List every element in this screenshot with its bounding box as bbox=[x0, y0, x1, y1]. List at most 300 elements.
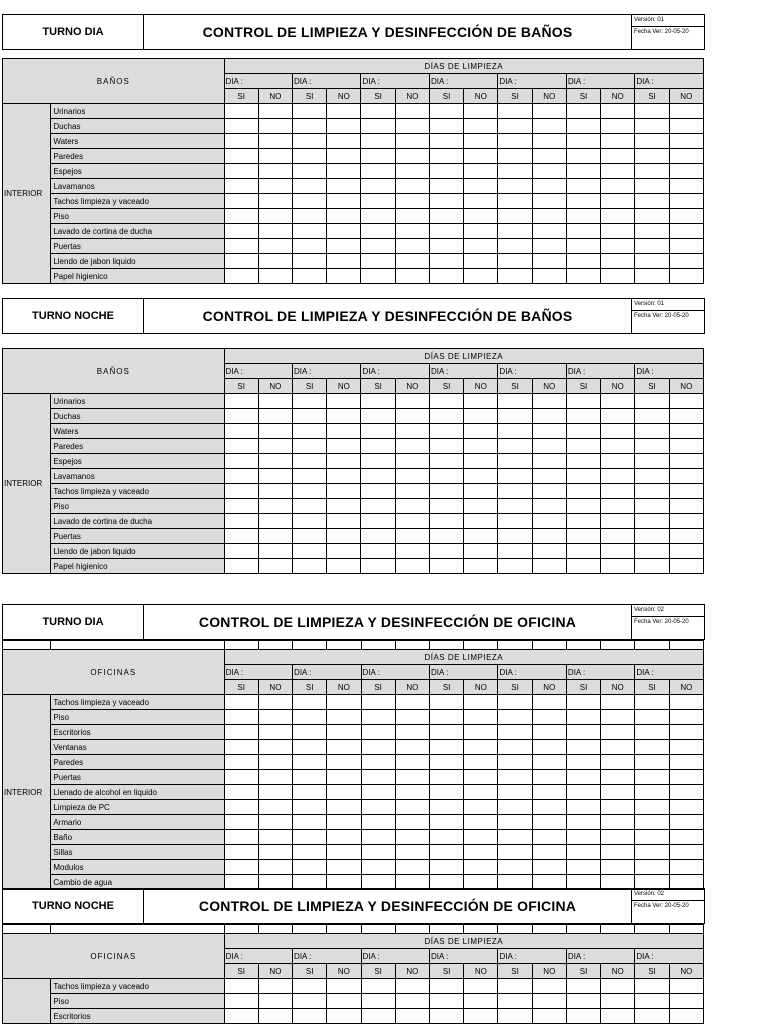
no-checkbox-cell[interactable] bbox=[395, 725, 429, 740]
si-checkbox-cell[interactable] bbox=[635, 815, 669, 830]
no-checkbox-cell[interactable] bbox=[464, 269, 498, 284]
si-checkbox-cell[interactable] bbox=[361, 695, 395, 710]
no-checkbox-cell[interactable] bbox=[669, 544, 703, 559]
si-checkbox-cell[interactable] bbox=[635, 770, 669, 785]
si-checkbox-cell[interactable] bbox=[361, 194, 395, 209]
si-checkbox-cell[interactable] bbox=[224, 484, 258, 499]
si-checkbox-cell[interactable] bbox=[498, 529, 532, 544]
no-checkbox-cell[interactable] bbox=[532, 134, 566, 149]
no-checkbox-cell[interactable] bbox=[532, 755, 566, 770]
no-checkbox-cell[interactable] bbox=[464, 785, 498, 800]
si-checkbox-cell[interactable] bbox=[429, 800, 463, 815]
blank-cell[interactable] bbox=[532, 925, 566, 934]
no-checkbox-cell[interactable] bbox=[669, 134, 703, 149]
si-checkbox-cell[interactable] bbox=[224, 224, 258, 239]
si-checkbox-cell[interactable] bbox=[224, 424, 258, 439]
no-checkbox-cell[interactable] bbox=[395, 740, 429, 755]
si-checkbox-cell[interactable] bbox=[635, 269, 669, 284]
no-checkbox-cell[interactable] bbox=[464, 439, 498, 454]
no-checkbox-cell[interactable] bbox=[532, 559, 566, 574]
si-checkbox-cell[interactable] bbox=[361, 179, 395, 194]
si-checkbox-cell[interactable] bbox=[566, 224, 600, 239]
no-checkbox-cell[interactable] bbox=[464, 544, 498, 559]
si-checkbox-cell[interactable] bbox=[635, 860, 669, 875]
si-checkbox-cell[interactable] bbox=[566, 710, 600, 725]
si-checkbox-cell[interactable] bbox=[429, 695, 463, 710]
blank-cell[interactable] bbox=[669, 925, 703, 934]
no-checkbox-cell[interactable] bbox=[601, 454, 635, 469]
si-checkbox-cell[interactable] bbox=[635, 134, 669, 149]
no-checkbox-cell[interactable] bbox=[464, 424, 498, 439]
no-checkbox-cell[interactable] bbox=[669, 164, 703, 179]
no-checkbox-cell[interactable] bbox=[327, 254, 361, 269]
si-checkbox-cell[interactable] bbox=[293, 544, 327, 559]
si-checkbox-cell[interactable] bbox=[224, 254, 258, 269]
no-checkbox-cell[interactable] bbox=[258, 394, 292, 409]
si-checkbox-cell[interactable] bbox=[566, 254, 600, 269]
no-checkbox-cell[interactable] bbox=[669, 254, 703, 269]
no-checkbox-cell[interactable] bbox=[464, 254, 498, 269]
no-checkbox-cell[interactable] bbox=[395, 544, 429, 559]
no-checkbox-cell[interactable] bbox=[669, 224, 703, 239]
no-checkbox-cell[interactable] bbox=[601, 994, 635, 1009]
si-checkbox-cell[interactable] bbox=[224, 1009, 258, 1024]
si-checkbox-cell[interactable] bbox=[293, 224, 327, 239]
no-checkbox-cell[interactable] bbox=[464, 845, 498, 860]
si-checkbox-cell[interactable] bbox=[361, 725, 395, 740]
si-checkbox-cell[interactable] bbox=[429, 239, 463, 254]
si-checkbox-cell[interactable] bbox=[293, 119, 327, 134]
si-checkbox-cell[interactable] bbox=[361, 454, 395, 469]
si-checkbox-cell[interactable] bbox=[361, 409, 395, 424]
no-checkbox-cell[interactable] bbox=[669, 800, 703, 815]
blank-cell[interactable] bbox=[601, 925, 635, 934]
no-checkbox-cell[interactable] bbox=[601, 254, 635, 269]
si-checkbox-cell[interactable] bbox=[566, 194, 600, 209]
no-checkbox-cell[interactable] bbox=[258, 725, 292, 740]
si-checkbox-cell[interactable] bbox=[566, 770, 600, 785]
no-checkbox-cell[interactable] bbox=[258, 710, 292, 725]
si-checkbox-cell[interactable] bbox=[429, 1009, 463, 1024]
day-field[interactable]: DIA : bbox=[361, 74, 429, 89]
no-checkbox-cell[interactable] bbox=[601, 194, 635, 209]
si-checkbox-cell[interactable] bbox=[566, 439, 600, 454]
si-checkbox-cell[interactable] bbox=[224, 134, 258, 149]
no-checkbox-cell[interactable] bbox=[395, 119, 429, 134]
no-checkbox-cell[interactable] bbox=[669, 194, 703, 209]
si-checkbox-cell[interactable] bbox=[293, 770, 327, 785]
si-checkbox-cell[interactable] bbox=[429, 194, 463, 209]
si-checkbox-cell[interactable] bbox=[635, 559, 669, 574]
no-checkbox-cell[interactable] bbox=[258, 239, 292, 254]
no-checkbox-cell[interactable] bbox=[532, 439, 566, 454]
si-checkbox-cell[interactable] bbox=[429, 860, 463, 875]
no-checkbox-cell[interactable] bbox=[258, 755, 292, 770]
no-checkbox-cell[interactable] bbox=[395, 499, 429, 514]
no-checkbox-cell[interactable] bbox=[327, 815, 361, 830]
si-checkbox-cell[interactable] bbox=[498, 514, 532, 529]
no-checkbox-cell[interactable] bbox=[532, 770, 566, 785]
si-checkbox-cell[interactable] bbox=[498, 710, 532, 725]
si-checkbox-cell[interactable] bbox=[361, 224, 395, 239]
blank-cell[interactable] bbox=[258, 641, 292, 650]
no-checkbox-cell[interactable] bbox=[669, 499, 703, 514]
si-checkbox-cell[interactable] bbox=[635, 845, 669, 860]
si-checkbox-cell[interactable] bbox=[566, 755, 600, 770]
no-checkbox-cell[interactable] bbox=[395, 134, 429, 149]
no-checkbox-cell[interactable] bbox=[258, 439, 292, 454]
si-checkbox-cell[interactable] bbox=[361, 134, 395, 149]
no-checkbox-cell[interactable] bbox=[395, 104, 429, 119]
si-checkbox-cell[interactable] bbox=[429, 439, 463, 454]
no-checkbox-cell[interactable] bbox=[258, 544, 292, 559]
si-checkbox-cell[interactable] bbox=[293, 164, 327, 179]
si-checkbox-cell[interactable] bbox=[429, 179, 463, 194]
no-checkbox-cell[interactable] bbox=[532, 209, 566, 224]
day-field[interactable]: DIA : bbox=[293, 364, 361, 379]
no-checkbox-cell[interactable] bbox=[464, 1009, 498, 1024]
no-checkbox-cell[interactable] bbox=[327, 860, 361, 875]
no-checkbox-cell[interactable] bbox=[532, 499, 566, 514]
no-checkbox-cell[interactable] bbox=[532, 224, 566, 239]
si-checkbox-cell[interactable] bbox=[429, 134, 463, 149]
no-checkbox-cell[interactable] bbox=[532, 710, 566, 725]
si-checkbox-cell[interactable] bbox=[635, 119, 669, 134]
si-checkbox-cell[interactable] bbox=[361, 544, 395, 559]
no-checkbox-cell[interactable] bbox=[532, 454, 566, 469]
no-checkbox-cell[interactable] bbox=[395, 559, 429, 574]
si-checkbox-cell[interactable] bbox=[429, 979, 463, 994]
no-checkbox-cell[interactable] bbox=[258, 785, 292, 800]
no-checkbox-cell[interactable] bbox=[395, 770, 429, 785]
no-checkbox-cell[interactable] bbox=[669, 529, 703, 544]
no-checkbox-cell[interactable] bbox=[327, 979, 361, 994]
no-checkbox-cell[interactable] bbox=[532, 544, 566, 559]
si-checkbox-cell[interactable] bbox=[498, 544, 532, 559]
no-checkbox-cell[interactable] bbox=[395, 1009, 429, 1024]
no-checkbox-cell[interactable] bbox=[532, 194, 566, 209]
si-checkbox-cell[interactable] bbox=[429, 740, 463, 755]
day-field[interactable]: DIA : bbox=[429, 74, 497, 89]
si-checkbox-cell[interactable] bbox=[566, 484, 600, 499]
no-checkbox-cell[interactable] bbox=[532, 785, 566, 800]
si-checkbox-cell[interactable] bbox=[429, 815, 463, 830]
si-checkbox-cell[interactable] bbox=[429, 484, 463, 499]
si-checkbox-cell[interactable] bbox=[429, 469, 463, 484]
no-checkbox-cell[interactable] bbox=[395, 454, 429, 469]
si-checkbox-cell[interactable] bbox=[293, 800, 327, 815]
si-checkbox-cell[interactable] bbox=[498, 1009, 532, 1024]
day-field[interactable]: DIA : bbox=[429, 949, 497, 964]
no-checkbox-cell[interactable] bbox=[601, 800, 635, 815]
day-field[interactable]: DIA : bbox=[361, 364, 429, 379]
no-checkbox-cell[interactable] bbox=[327, 104, 361, 119]
si-checkbox-cell[interactable] bbox=[566, 394, 600, 409]
no-checkbox-cell[interactable] bbox=[669, 860, 703, 875]
no-checkbox-cell[interactable] bbox=[532, 725, 566, 740]
si-checkbox-cell[interactable] bbox=[498, 104, 532, 119]
no-checkbox-cell[interactable] bbox=[395, 269, 429, 284]
si-checkbox-cell[interactable] bbox=[293, 979, 327, 994]
no-checkbox-cell[interactable] bbox=[258, 119, 292, 134]
si-checkbox-cell[interactable] bbox=[224, 149, 258, 164]
si-checkbox-cell[interactable] bbox=[635, 454, 669, 469]
no-checkbox-cell[interactable] bbox=[327, 239, 361, 254]
no-checkbox-cell[interactable] bbox=[532, 529, 566, 544]
blank-cell[interactable] bbox=[327, 641, 361, 650]
si-checkbox-cell[interactable] bbox=[361, 469, 395, 484]
no-checkbox-cell[interactable] bbox=[395, 860, 429, 875]
no-checkbox-cell[interactable] bbox=[601, 164, 635, 179]
day-field[interactable]: DIA : bbox=[361, 949, 429, 964]
si-checkbox-cell[interactable] bbox=[224, 529, 258, 544]
no-checkbox-cell[interactable] bbox=[327, 499, 361, 514]
no-checkbox-cell[interactable] bbox=[532, 830, 566, 845]
no-checkbox-cell[interactable] bbox=[532, 239, 566, 254]
no-checkbox-cell[interactable] bbox=[464, 149, 498, 164]
si-checkbox-cell[interactable] bbox=[498, 695, 532, 710]
no-checkbox-cell[interactable] bbox=[464, 469, 498, 484]
si-checkbox-cell[interactable] bbox=[566, 785, 600, 800]
blank-cell[interactable] bbox=[498, 641, 532, 650]
si-checkbox-cell[interactable] bbox=[293, 469, 327, 484]
no-checkbox-cell[interactable] bbox=[601, 469, 635, 484]
no-checkbox-cell[interactable] bbox=[464, 454, 498, 469]
no-checkbox-cell[interactable] bbox=[464, 740, 498, 755]
si-checkbox-cell[interactable] bbox=[566, 269, 600, 284]
no-checkbox-cell[interactable] bbox=[258, 149, 292, 164]
si-checkbox-cell[interactable] bbox=[429, 994, 463, 1009]
si-checkbox-cell[interactable] bbox=[224, 499, 258, 514]
si-checkbox-cell[interactable] bbox=[293, 484, 327, 499]
si-checkbox-cell[interactable] bbox=[361, 800, 395, 815]
si-checkbox-cell[interactable] bbox=[566, 800, 600, 815]
si-checkbox-cell[interactable] bbox=[566, 559, 600, 574]
si-checkbox-cell[interactable] bbox=[293, 785, 327, 800]
no-checkbox-cell[interactable] bbox=[258, 469, 292, 484]
no-checkbox-cell[interactable] bbox=[258, 800, 292, 815]
no-checkbox-cell[interactable] bbox=[669, 179, 703, 194]
si-checkbox-cell[interactable] bbox=[224, 469, 258, 484]
no-checkbox-cell[interactable] bbox=[464, 770, 498, 785]
si-checkbox-cell[interactable] bbox=[293, 740, 327, 755]
si-checkbox-cell[interactable] bbox=[429, 224, 463, 239]
no-checkbox-cell[interactable] bbox=[395, 845, 429, 860]
no-checkbox-cell[interactable] bbox=[669, 239, 703, 254]
blank-cell[interactable] bbox=[395, 641, 429, 650]
blank-cell[interactable] bbox=[258, 925, 292, 934]
si-checkbox-cell[interactable] bbox=[429, 209, 463, 224]
no-checkbox-cell[interactable] bbox=[532, 164, 566, 179]
si-checkbox-cell[interactable] bbox=[635, 239, 669, 254]
day-field[interactable]: DIA : bbox=[224, 949, 292, 964]
no-checkbox-cell[interactable] bbox=[532, 254, 566, 269]
si-checkbox-cell[interactable] bbox=[498, 800, 532, 815]
no-checkbox-cell[interactable] bbox=[669, 514, 703, 529]
day-field[interactable]: DIA : bbox=[566, 949, 634, 964]
si-checkbox-cell[interactable] bbox=[429, 559, 463, 574]
si-checkbox-cell[interactable] bbox=[498, 785, 532, 800]
no-checkbox-cell[interactable] bbox=[601, 559, 635, 574]
no-checkbox-cell[interactable] bbox=[464, 559, 498, 574]
no-checkbox-cell[interactable] bbox=[258, 454, 292, 469]
no-checkbox-cell[interactable] bbox=[395, 830, 429, 845]
si-checkbox-cell[interactable] bbox=[566, 725, 600, 740]
si-checkbox-cell[interactable] bbox=[498, 559, 532, 574]
si-checkbox-cell[interactable] bbox=[293, 845, 327, 860]
no-checkbox-cell[interactable] bbox=[464, 755, 498, 770]
si-checkbox-cell[interactable] bbox=[293, 710, 327, 725]
si-checkbox-cell[interactable] bbox=[498, 134, 532, 149]
no-checkbox-cell[interactable] bbox=[395, 224, 429, 239]
si-checkbox-cell[interactable] bbox=[429, 164, 463, 179]
blank-cell[interactable] bbox=[669, 641, 703, 650]
no-checkbox-cell[interactable] bbox=[395, 695, 429, 710]
no-checkbox-cell[interactable] bbox=[601, 104, 635, 119]
day-field[interactable]: DIA : bbox=[429, 665, 497, 680]
si-checkbox-cell[interactable] bbox=[293, 725, 327, 740]
no-checkbox-cell[interactable] bbox=[258, 830, 292, 845]
si-checkbox-cell[interactable] bbox=[498, 194, 532, 209]
no-checkbox-cell[interactable] bbox=[258, 424, 292, 439]
si-checkbox-cell[interactable] bbox=[566, 529, 600, 544]
si-checkbox-cell[interactable] bbox=[566, 409, 600, 424]
no-checkbox-cell[interactable] bbox=[327, 409, 361, 424]
si-checkbox-cell[interactable] bbox=[566, 239, 600, 254]
no-checkbox-cell[interactable] bbox=[327, 514, 361, 529]
no-checkbox-cell[interactable] bbox=[327, 424, 361, 439]
si-checkbox-cell[interactable] bbox=[498, 209, 532, 224]
si-checkbox-cell[interactable] bbox=[293, 695, 327, 710]
no-checkbox-cell[interactable] bbox=[532, 409, 566, 424]
si-checkbox-cell[interactable] bbox=[361, 979, 395, 994]
no-checkbox-cell[interactable] bbox=[258, 164, 292, 179]
no-checkbox-cell[interactable] bbox=[327, 269, 361, 284]
no-checkbox-cell[interactable] bbox=[258, 134, 292, 149]
si-checkbox-cell[interactable] bbox=[498, 740, 532, 755]
si-checkbox-cell[interactable] bbox=[429, 529, 463, 544]
si-checkbox-cell[interactable] bbox=[635, 830, 669, 845]
no-checkbox-cell[interactable] bbox=[464, 979, 498, 994]
no-checkbox-cell[interactable] bbox=[601, 860, 635, 875]
no-checkbox-cell[interactable] bbox=[669, 979, 703, 994]
si-checkbox-cell[interactable] bbox=[361, 269, 395, 284]
si-checkbox-cell[interactable] bbox=[429, 394, 463, 409]
no-checkbox-cell[interactable] bbox=[464, 695, 498, 710]
no-checkbox-cell[interactable] bbox=[464, 224, 498, 239]
day-field[interactable]: DIA : bbox=[498, 949, 566, 964]
day-field[interactable]: DIA : bbox=[566, 665, 634, 680]
si-checkbox-cell[interactable] bbox=[224, 740, 258, 755]
si-checkbox-cell[interactable] bbox=[635, 710, 669, 725]
no-checkbox-cell[interactable] bbox=[532, 845, 566, 860]
no-checkbox-cell[interactable] bbox=[258, 1009, 292, 1024]
no-checkbox-cell[interactable] bbox=[669, 439, 703, 454]
si-checkbox-cell[interactable] bbox=[635, 254, 669, 269]
si-checkbox-cell[interactable] bbox=[635, 740, 669, 755]
no-checkbox-cell[interactable] bbox=[395, 439, 429, 454]
si-checkbox-cell[interactable] bbox=[429, 830, 463, 845]
no-checkbox-cell[interactable] bbox=[395, 409, 429, 424]
si-checkbox-cell[interactable] bbox=[429, 845, 463, 860]
blank-cell[interactable] bbox=[464, 641, 498, 650]
no-checkbox-cell[interactable] bbox=[327, 439, 361, 454]
no-checkbox-cell[interactable] bbox=[395, 239, 429, 254]
si-checkbox-cell[interactable] bbox=[293, 149, 327, 164]
si-checkbox-cell[interactable] bbox=[293, 269, 327, 284]
si-checkbox-cell[interactable] bbox=[293, 239, 327, 254]
no-checkbox-cell[interactable] bbox=[669, 269, 703, 284]
no-checkbox-cell[interactable] bbox=[395, 254, 429, 269]
no-checkbox-cell[interactable] bbox=[327, 119, 361, 134]
si-checkbox-cell[interactable] bbox=[293, 134, 327, 149]
no-checkbox-cell[interactable] bbox=[532, 979, 566, 994]
no-checkbox-cell[interactable] bbox=[669, 409, 703, 424]
si-checkbox-cell[interactable] bbox=[293, 439, 327, 454]
no-checkbox-cell[interactable] bbox=[258, 269, 292, 284]
blank-cell[interactable] bbox=[224, 925, 258, 934]
si-checkbox-cell[interactable] bbox=[361, 119, 395, 134]
no-checkbox-cell[interactable] bbox=[258, 994, 292, 1009]
no-checkbox-cell[interactable] bbox=[669, 830, 703, 845]
no-checkbox-cell[interactable] bbox=[327, 454, 361, 469]
si-checkbox-cell[interactable] bbox=[429, 499, 463, 514]
blank-cell[interactable] bbox=[429, 641, 463, 650]
si-checkbox-cell[interactable] bbox=[361, 845, 395, 860]
si-checkbox-cell[interactable] bbox=[361, 770, 395, 785]
si-checkbox-cell[interactable] bbox=[429, 424, 463, 439]
no-checkbox-cell[interactable] bbox=[532, 695, 566, 710]
si-checkbox-cell[interactable] bbox=[361, 484, 395, 499]
no-checkbox-cell[interactable] bbox=[601, 514, 635, 529]
si-checkbox-cell[interactable] bbox=[293, 394, 327, 409]
si-checkbox-cell[interactable] bbox=[361, 439, 395, 454]
no-checkbox-cell[interactable] bbox=[601, 1009, 635, 1024]
no-checkbox-cell[interactable] bbox=[601, 785, 635, 800]
blank-cell[interactable] bbox=[361, 925, 395, 934]
blank-cell[interactable] bbox=[635, 925, 669, 934]
no-checkbox-cell[interactable] bbox=[327, 224, 361, 239]
no-checkbox-cell[interactable] bbox=[395, 800, 429, 815]
no-checkbox-cell[interactable] bbox=[327, 484, 361, 499]
si-checkbox-cell[interactable] bbox=[498, 979, 532, 994]
no-checkbox-cell[interactable] bbox=[258, 514, 292, 529]
day-field[interactable]: DIA : bbox=[224, 364, 292, 379]
blank-cell[interactable] bbox=[429, 925, 463, 934]
no-checkbox-cell[interactable] bbox=[395, 994, 429, 1009]
no-checkbox-cell[interactable] bbox=[532, 740, 566, 755]
si-checkbox-cell[interactable] bbox=[635, 179, 669, 194]
no-checkbox-cell[interactable] bbox=[601, 845, 635, 860]
si-checkbox-cell[interactable] bbox=[224, 755, 258, 770]
si-checkbox-cell[interactable] bbox=[293, 529, 327, 544]
si-checkbox-cell[interactable] bbox=[361, 529, 395, 544]
no-checkbox-cell[interactable] bbox=[532, 104, 566, 119]
no-checkbox-cell[interactable] bbox=[327, 179, 361, 194]
no-checkbox-cell[interactable] bbox=[395, 785, 429, 800]
si-checkbox-cell[interactable] bbox=[498, 770, 532, 785]
si-checkbox-cell[interactable] bbox=[429, 104, 463, 119]
si-checkbox-cell[interactable] bbox=[224, 239, 258, 254]
si-checkbox-cell[interactable] bbox=[635, 104, 669, 119]
no-checkbox-cell[interactable] bbox=[258, 209, 292, 224]
no-checkbox-cell[interactable] bbox=[601, 209, 635, 224]
no-checkbox-cell[interactable] bbox=[327, 559, 361, 574]
day-field[interactable]: DIA : bbox=[293, 949, 361, 964]
no-checkbox-cell[interactable] bbox=[669, 104, 703, 119]
blank-cell[interactable] bbox=[566, 641, 600, 650]
si-checkbox-cell[interactable] bbox=[566, 134, 600, 149]
